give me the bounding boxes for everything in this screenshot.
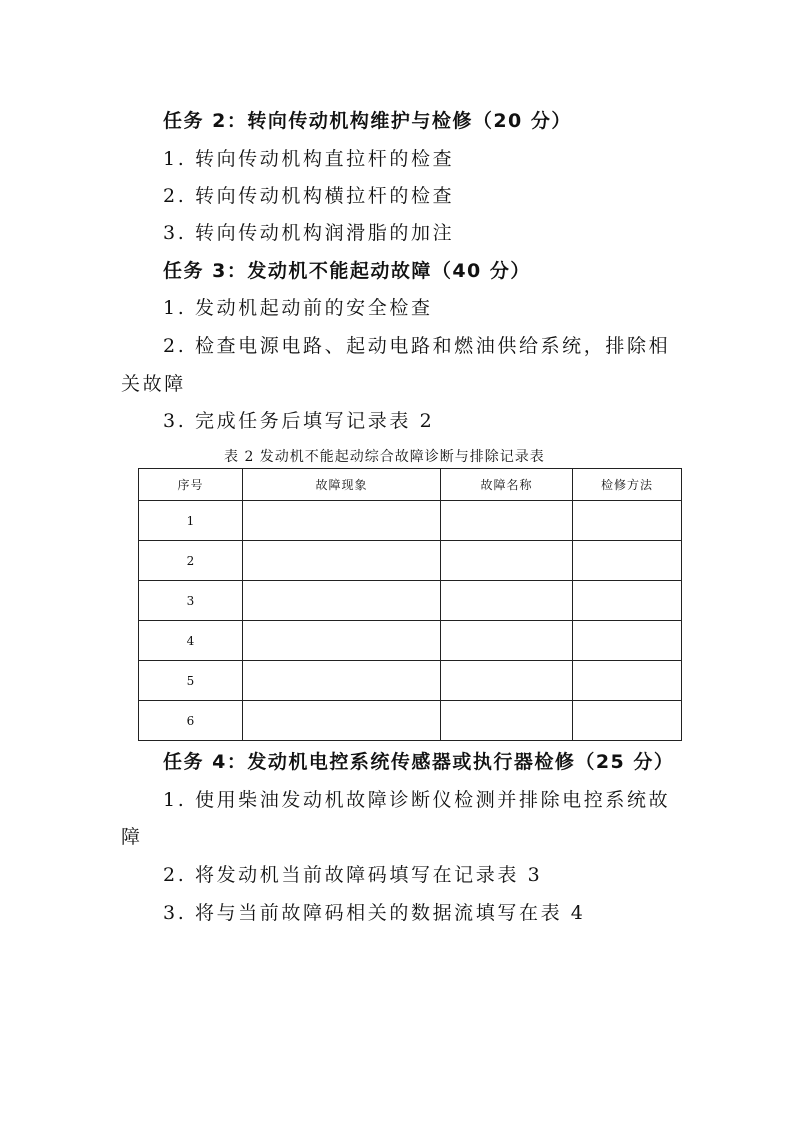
table-row [139,661,682,701]
task3-item-3: 3. 完成任务后填写记录表 2 [163,410,435,432]
repair-method-cell[interactable] [573,621,682,661]
table-row [139,621,682,661]
table2-caption: 表 2 发动机不能起动综合故障诊断与排除记录表 [224,449,545,465]
col-header-fault-name: 故障名称 [441,469,573,501]
task3-heading: 任务 3：发动机不能起动故障（40 分） [163,260,531,282]
col-header-index: 序号 [139,469,243,501]
row-index: 2 [139,541,243,581]
fault-name-cell[interactable] [441,541,573,581]
task3-item-2-cont: 关故障 [121,373,186,395]
table-header-row [139,469,682,501]
repair-method-cell[interactable] [573,701,682,741]
row-index: 6 [139,701,243,741]
fault-name-cell[interactable] [441,501,573,541]
task2-item-3: 3. 转向传动机构润滑脂的加注 [163,222,455,244]
symptom-cell[interactable] [243,581,441,621]
table-row [139,501,682,541]
repair-method-cell[interactable] [573,541,682,581]
row-index: 5 [139,661,243,701]
repair-method-cell[interactable] [573,501,682,541]
fault-name-cell[interactable] [441,621,573,661]
symptom-cell[interactable] [243,621,441,661]
fault-name-cell[interactable] [441,581,573,621]
table-row [139,581,682,621]
task3-item-2: 2. 检查电源电路、起动电路和燃油供给系统，排除相 [163,335,671,357]
symptom-cell[interactable] [243,701,441,741]
symptom-cell[interactable] [243,501,441,541]
repair-method-cell[interactable] [573,581,682,621]
task4-item-3: 3. 将与当前故障码相关的数据流填写在表 4 [163,902,586,924]
col-header-repair-method: 检修方法 [573,469,682,501]
symptom-cell[interactable] [243,661,441,701]
task3-item-1: 1. 发动机起动前的安全检查 [163,297,433,319]
row-index: 3 [139,581,243,621]
table-row [139,701,682,741]
fault-name-cell[interactable] [441,701,573,741]
row-index: 1 [139,501,243,541]
task4-item-1: 1. 使用柴油发动机故障诊断仪检测并排除电控系统故 [163,789,671,811]
task4-item-2: 2. 将发动机当前故障码填写在记录表 3 [163,864,543,886]
task2-item-2: 2. 转向传动机构横拉杆的检查 [163,185,455,207]
task4-heading: 任务 4：发动机电控系统传感器或执行器检修（25 分） [163,751,675,773]
repair-method-cell[interactable] [573,661,682,701]
record-table-2 [138,468,682,741]
row-index: 4 [139,621,243,661]
task4-item-1-cont: 障 [121,826,143,848]
symptom-cell[interactable] [243,541,441,581]
task2-item-1: 1. 转向传动机构直拉杆的检查 [163,148,455,170]
task2-heading: 任务 2：转向传动机构维护与检修（20 分） [163,110,572,132]
fault-name-cell[interactable] [441,661,573,701]
col-header-symptom: 故障现象 [243,469,441,501]
table-row [139,541,682,581]
